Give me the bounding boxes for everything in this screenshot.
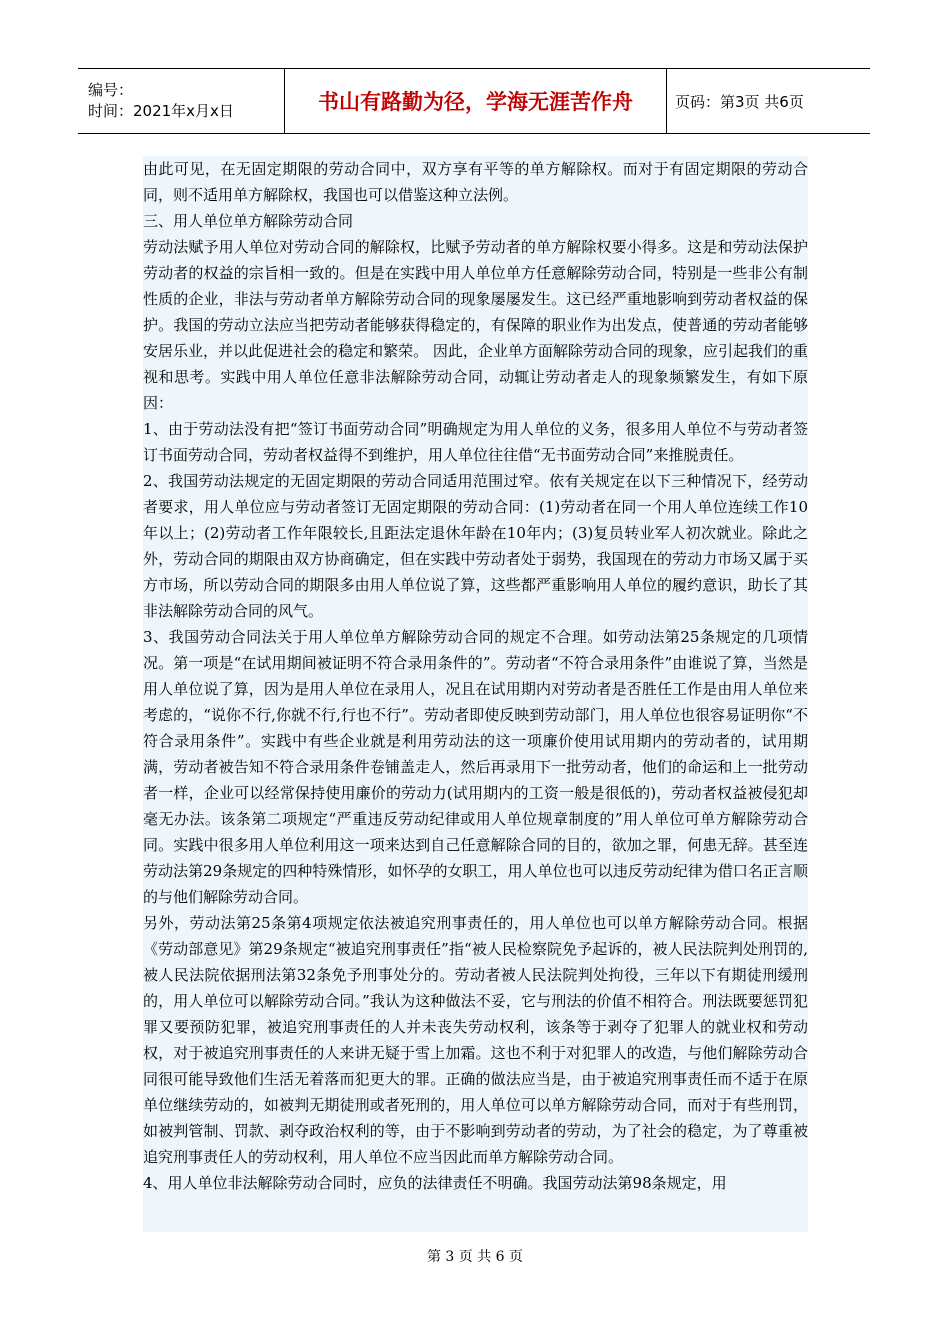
header-page-label: 页码：第3页 共6页 (675, 92, 804, 111)
header-motto: 书山有路勤为径，学海无涯苦作舟 (285, 69, 667, 133)
section-heading: 三、用人单位单方解除劳动合同 (143, 212, 354, 230)
date-label: 时间：2021年x月x日 (88, 102, 234, 120)
header-meta (78, 69, 285, 133)
paragraph: 4、用人单位非法解除劳动合同时，应负的法律责任不明确。我国劳动法第98条规定，用 (143, 1174, 727, 1192)
page-footer: 第 3 页 共 6 页 (426, 1249, 524, 1265)
paragraph: 另外，劳动法第25条第4项规定依法被追究刑事责任的，用人单位也可以单方解除劳动合同。根据《劳动部意见》第29条规定“被追究刑事责任”指“被人民检察院免予起诉的，被人民法院判处刑罚的,被人民法院依据刑法第32条免予刑事处分的。劳动者被人民法院判处拘役，三年以下有期徒刑缓刑的，用人单位可以解除劳动合同。”我认为这种做法不妥，它与刑法的价值不相符合。刑法既要惩罚犯罪又要预防犯罪，被追究刑事责任的人并未丧失劳动权利，该条等于剥夺了犯罪人的就业权和劳动权，对于被追究刑事责任的人来讲无疑于雪上加霜。这也不利于对犯罪人的改造，与他们解除劳动合同很可能导致他们生活无着落而犯更大的罪。正确的做法应当是，由于被追究刑事责任而不适于在原单位继续劳动的，如被判无期徒刑或者死刑的，用人单位可以单方解除劳动合同，而对于有些刑罚，如被判管制、罚款、剥夺政治权利的等，由于不影响到劳动者的劳动，为了社会的稳定，为了尊重被追究刑事责任人的劳动权利，用人单位不应当因此而单方解除劳动合同。 (143, 914, 808, 1166)
paragraph: 3、我国劳动合同法关于用人单位单方解除劳动合同的规定不合理。如劳动法第25条规定的几项情况。第一项是“在试用期间被证明不符合录用条件的”。劳动者“不符合录用条件”由谁说了算，当然是用人单位说了算，因为是用人单位在录用人，况且在试用期内对劳动者是否胜任工作是由用人单位来考虑的，“说你不行,你就不行,行也不行”。劳动者即使反映到劳动部门，用人单位也很容易证明你“不符合录用条件”。实践中有些企业就是利用劳动法的这一项廉价使用试用期内的劳动者的，试用期满，劳动者被告知不符合录用条件卷铺盖走人，然后再录用下一批劳动者，他们的命运和上一批劳动者一样，企业可以经常保持使用廉价的劳动力(试用期内的工资一般是很低的)，劳动者权益被侵犯却毫无办法。该条第二项规定“严重违反劳动纪律或用人单位规章制度的”用人单位可单方解除劳动合同。实践中很多用人单位利用这一项来达到自己任意解除合同的目的，欲加之罪，何患无辞。甚至连劳动法第29条规定的四种特殊情形，如怀孕的女职工，用人单位也可以违反劳动纪律为借口名正言顺的与他们解除劳动合同。 (143, 628, 808, 906)
page-header (78, 68, 870, 134)
paragraph: 由此可见，在无固定期限的劳动合同中，双方享有平等的单方解除权。而对于有固定期限的劳动合同，则不适用单方解除权，我国也可以借鉴这种立法例。 (143, 160, 808, 204)
doc-number-label: 编号： (88, 81, 134, 99)
paragraph: 劳动法赋予用人单位对劳动合同的解除权，比赋予劳动者的单方解除权要小得多。这是和劳动法保护劳动者的权益的宗旨相一致的。但是在实践中用人单位单方任意解除劳动合同，特别是一些非公有制性质的企业，非法与劳动者单方解除劳动合同的现象屡屡发生。这已经严重地影响到劳动者权益的保护。我国的劳动立法应当把劳动者能够获得稳定的，有保障的职业作为出发点，使普通的劳动者能够安居乐业，并以此促进社会的稳定和繁荣。 因此，企业单方面解除劳动合同的现象，应引起我们的重视和思考。实践中用人单位任意非法解除劳动合同，动辄让劳动者走人的现象频繁发生，有如下原因： (143, 238, 808, 412)
document-body (143, 156, 808, 1232)
paragraph: 2、我国劳动法规定的无固定期限的劳动合同适用范围过窄。依有关规定在以下三种情况下，经劳动者要求，用人单位应与劳动者签订无固定期限的劳动合同：(1)劳动者在同一个用人单位连续工作10年以上；(2)劳动者工作年限较长,且距法定退休年龄在10年内；(3)复员转业军人初次就业。除此之外，劳动合同的期限由双方协商确定，但在实践中劳动者处于弱势，我国现在的劳动力市场又属于买方市场，所以劳动合同的期限多由用人单位说了算，这些都严重影响用人单位的履约意识，助长了其非法解除劳动合同的风气。 (143, 472, 808, 620)
paragraph: 1、由于劳动法没有把“签订书面劳动合同”明确规定为用人单位的义务，很多用人单位不与劳动者签订书面劳动合同，劳动者权益得不到维护，用人单位往往借“无书面劳动合同”来推脱责任。 (143, 420, 808, 464)
